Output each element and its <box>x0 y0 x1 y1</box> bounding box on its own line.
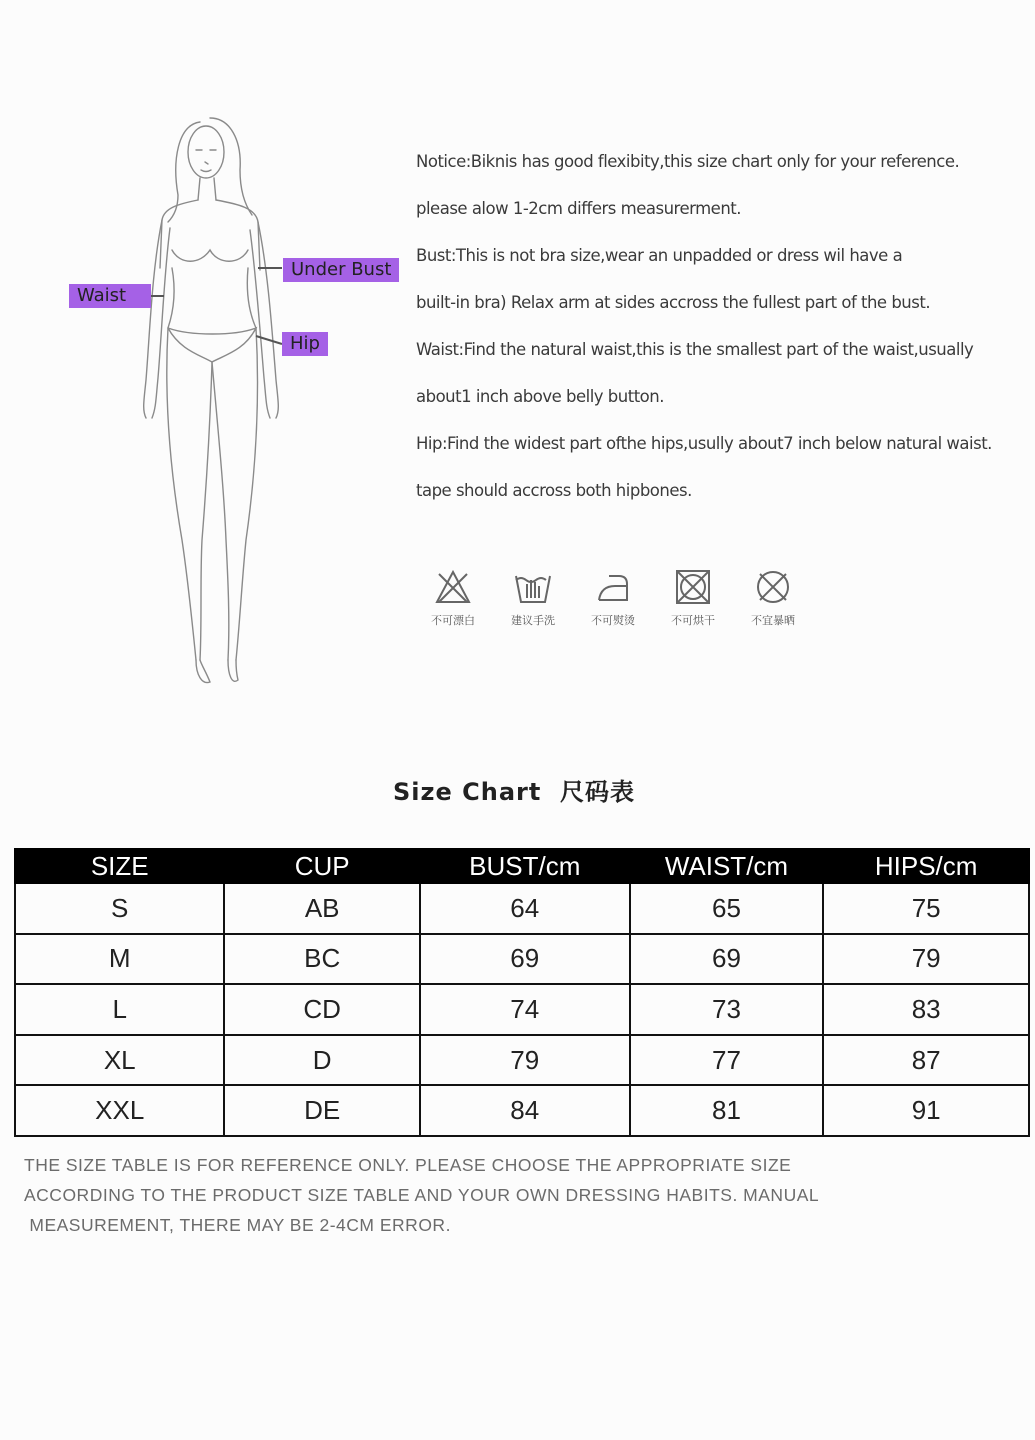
table-header-row <box>15 849 1029 883</box>
care-label: 不可烘干 <box>671 614 715 627</box>
notice-line: Waist:Find the natural waist,this is the smallest part of the waist,usually <box>416 340 974 359</box>
cell-waist: 69 <box>630 934 824 985</box>
cell-hips: 91 <box>823 1085 1029 1136</box>
waist-label: Waist <box>69 284 151 308</box>
notice-line: Hip:Find the widest part ofthe hips,usully about7 inch below natural waist. <box>416 434 992 453</box>
cell-waist: 77 <box>630 1035 824 1086</box>
care-item-no-tumble-dry <box>658 568 728 628</box>
disclaimer-line: THE SIZE TABLE IS FOR REFERENCE ONLY. PLEASE CHOOSE THE APPROPRIATE SIZE <box>24 1155 792 1175</box>
under-bust-label: Under Bust <box>283 258 399 282</box>
cell-bust: 74 <box>420 984 630 1035</box>
size-table <box>14 848 1030 1137</box>
hip-label: Hip <box>282 332 328 356</box>
table-row <box>15 934 1029 985</box>
cell-hips: 87 <box>823 1035 1029 1086</box>
table-row <box>15 1085 1029 1136</box>
header-cup: CUP <box>224 849 419 883</box>
table-row <box>15 1035 1029 1086</box>
no-sun-dry-icon <box>753 568 793 606</box>
table-row <box>15 883 1029 934</box>
cell-cup: AB <box>224 883 419 934</box>
body-sketch <box>60 100 420 700</box>
cell-size: XL <box>15 1035 224 1086</box>
cell-cup: CD <box>224 984 419 1035</box>
header-size: SIZE <box>15 849 224 883</box>
cell-bust: 84 <box>420 1085 630 1136</box>
disclaimer-line: MEASUREMENT, THERE MAY BE 2-4CM ERROR. <box>24 1215 451 1235</box>
no-tumble-dry-icon <box>673 568 713 606</box>
care-item-no-iron <box>578 568 648 628</box>
cell-hips: 79 <box>823 934 1029 985</box>
cell-hips: 75 <box>823 883 1029 934</box>
notice-line: about1 inch above belly button. <box>416 387 664 406</box>
cell-bust: 79 <box>420 1035 630 1086</box>
care-label: 不可漂白 <box>431 614 475 627</box>
cell-bust: 64 <box>420 883 630 934</box>
cell-cup: BC <box>224 934 419 985</box>
measurement-notice <box>416 145 1028 521</box>
cell-size: L <box>15 984 224 1035</box>
cell-size: M <box>15 934 224 985</box>
notice-line: please alow 1-2cm differs measurerment. <box>416 199 741 218</box>
no-bleach-icon <box>433 568 473 606</box>
cell-size: XXL <box>15 1085 224 1136</box>
care-label: 不宜暴晒 <box>751 614 795 627</box>
size-chart-title: Size Chart 尺码表 <box>393 778 636 806</box>
disclaimer-line: ACCORDING TO THE PRODUCT SIZE TABLE AND YOUR OWN DRESSING HABITS. MANUAL <box>24 1185 820 1205</box>
notice-line: tape should accross both hipbones. <box>416 481 692 500</box>
cell-waist: 81 <box>630 1085 824 1136</box>
table-row <box>15 984 1029 1035</box>
care-item-no-sun-dry <box>738 568 808 628</box>
care-item-hand-wash <box>498 568 568 628</box>
notice-line: built-in bra) Relax arm at sides accross the fullest part of the bust. <box>416 293 931 312</box>
cell-hips: 83 <box>823 984 1029 1035</box>
header-bust: BUST/cm <box>420 849 630 883</box>
care-instructions <box>418 568 818 648</box>
no-iron-icon <box>593 568 633 606</box>
header-hips: HIPS/cm <box>823 849 1029 883</box>
size-disclaimer <box>24 1150 924 1240</box>
cell-size: S <box>15 883 224 934</box>
figure-illustration <box>60 100 420 700</box>
cell-waist: 73 <box>630 984 824 1035</box>
cell-waist: 65 <box>630 883 824 934</box>
cell-bust: 69 <box>420 934 630 985</box>
cell-cup: D <box>224 1035 419 1086</box>
care-item-no-bleach <box>418 568 488 628</box>
header-waist: WAIST/cm <box>630 849 824 883</box>
cell-cup: DE <box>224 1085 419 1136</box>
notice-line: Notice:Biknis has good flexibity,this size chart only for your reference. <box>416 152 960 171</box>
hand-wash-icon <box>513 568 553 606</box>
care-label: 建议手洗 <box>511 614 555 627</box>
care-label: 不可熨烫 <box>591 614 635 627</box>
notice-line: Bust:This is not bra size,wear an unpadded or dress wil have a <box>416 246 903 265</box>
